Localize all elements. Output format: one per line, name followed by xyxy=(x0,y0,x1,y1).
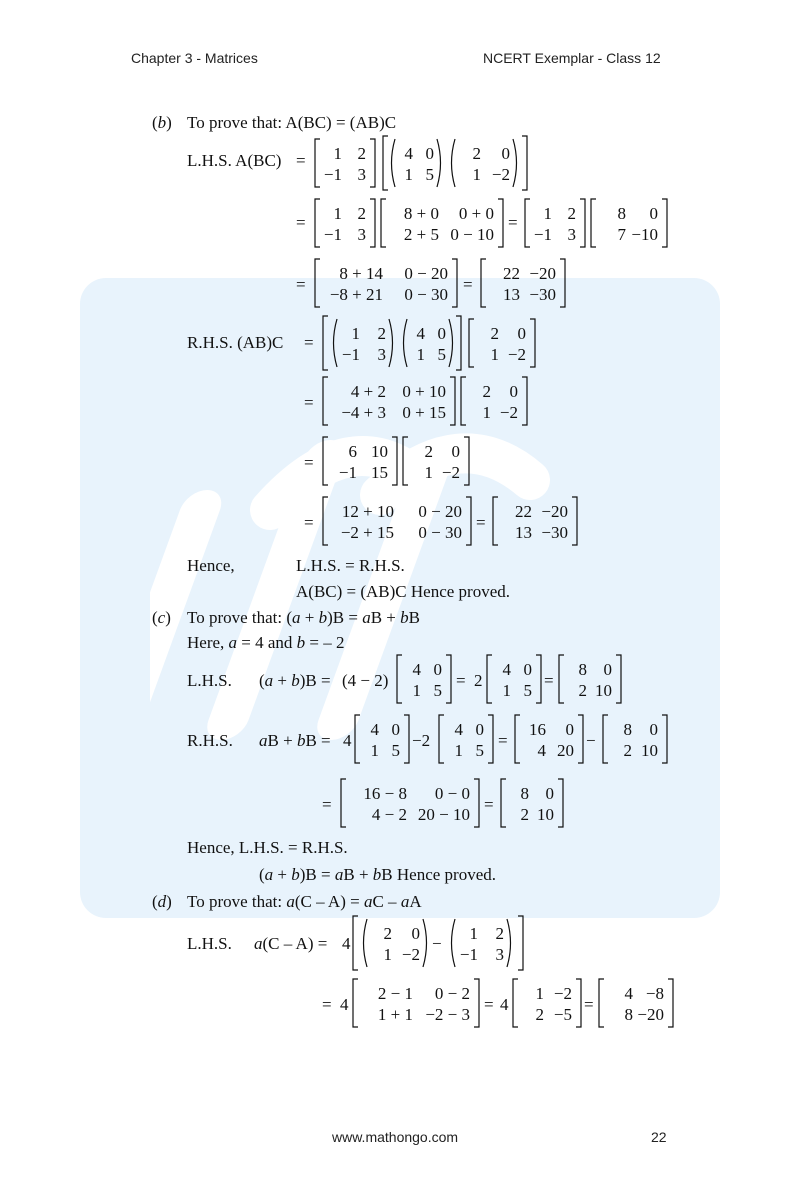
right-bracket xyxy=(474,979,479,1027)
left-bracket xyxy=(353,916,358,970)
right-bracket xyxy=(498,199,503,247)
matrix-cell: 2 xyxy=(377,324,386,343)
matrix-cell: 0 xyxy=(649,204,658,223)
matrix-cell: 2 xyxy=(357,204,366,223)
matrix-cell: 0 − 30 xyxy=(404,285,448,304)
matrix-cell: 20 xyxy=(557,741,574,760)
matrix xyxy=(492,496,578,546)
matrix-cell: 6 xyxy=(348,442,357,461)
matrix xyxy=(500,778,564,828)
c-rhs-expr: aB + bB = xyxy=(259,731,331,750)
matrix-cell: 3 xyxy=(567,225,576,244)
right-bracket xyxy=(488,715,493,763)
page-number: 22 xyxy=(651,1129,667,1145)
matrix-cell: 8 + 0 xyxy=(403,204,439,223)
matrix-cell: 2 − 1 xyxy=(377,984,413,1003)
matrix-cell: 8 xyxy=(623,720,632,739)
right-bracket xyxy=(576,979,581,1027)
matrix-cell: 1 xyxy=(383,945,392,964)
matrix-cell: −1 xyxy=(323,165,342,184)
matrix-cell: 1 + 1 xyxy=(377,1005,413,1024)
matrix-cell: 1 xyxy=(333,204,342,223)
right-bracket xyxy=(572,497,577,545)
matrix-cell: 1 xyxy=(404,165,413,184)
b-rhs-eq: = xyxy=(304,393,314,412)
matrix-cell: 0 xyxy=(517,324,526,343)
matrix-cell: 2 xyxy=(623,741,632,760)
matrix-cell: 0 xyxy=(649,720,658,739)
matrix-cell: 1 xyxy=(482,403,491,422)
matrix-cell: −2 + 15 xyxy=(340,523,394,542)
d-eq: = xyxy=(584,995,594,1014)
d-minus: − xyxy=(432,934,442,953)
matrix-cell: 2 xyxy=(495,924,504,943)
matrix-cell: 2 + 5 xyxy=(403,225,439,244)
matrix-cell: 0 xyxy=(475,720,484,739)
matrix-cell: 1 xyxy=(333,144,342,163)
matrix xyxy=(354,714,410,764)
d-four: 4 xyxy=(340,995,349,1014)
matrix-cell: 0 xyxy=(411,924,420,943)
matrix-cell: 0 xyxy=(545,784,554,803)
right-bracket xyxy=(446,655,451,703)
matrix-cell: 13 xyxy=(515,523,532,542)
c-eq: = xyxy=(544,671,554,690)
matrix-cell: 4 − 2 xyxy=(371,805,407,824)
matrix-cell: −2 xyxy=(441,463,460,482)
right-bracket xyxy=(392,437,397,485)
c-four: 4 xyxy=(343,731,352,750)
matrix xyxy=(448,138,520,188)
matrix-cell: 5 xyxy=(391,741,400,760)
right-bracket xyxy=(616,655,621,703)
d-four: 4 xyxy=(500,995,509,1014)
matrix-cell: −2 − 3 xyxy=(425,1005,470,1024)
matrix-cell: 13 xyxy=(503,285,520,304)
matrix-cell: 4 xyxy=(412,660,421,679)
right-bracket xyxy=(370,199,375,247)
right-bracket xyxy=(522,136,527,190)
matrix xyxy=(460,376,528,426)
b-hence: Hence, xyxy=(187,556,235,575)
matrix-cell: 2 xyxy=(578,681,587,700)
c-eq: = xyxy=(484,795,494,814)
right-paren xyxy=(449,319,453,367)
right-paren xyxy=(513,139,517,187)
matrix xyxy=(514,714,584,764)
matrix-cell: −4 + 3 xyxy=(341,403,386,422)
matrix-cell: 2 xyxy=(567,204,576,223)
matrix-cell: 10 xyxy=(595,681,612,700)
matrix-cell: −1 xyxy=(533,225,552,244)
d-lhs-expr: a(C – A) = xyxy=(254,934,328,953)
matrix-cell: 1 xyxy=(424,463,433,482)
matrix-cell: 0 xyxy=(391,720,400,739)
right-bracket xyxy=(450,377,455,425)
d-eq: = xyxy=(322,995,332,1014)
matrix-cell: 0 xyxy=(451,442,460,461)
matrix-cell: 2 xyxy=(383,924,392,943)
matrix-cell: 0 xyxy=(523,660,532,679)
d-lhs-label: L.H.S. xyxy=(187,934,232,953)
matrix-cell: 4 xyxy=(502,660,511,679)
header-chapter: Chapter 3 - Matrices xyxy=(131,50,258,66)
right-bracket xyxy=(558,779,563,827)
matrix-cell: 8 xyxy=(578,660,587,679)
matrix-cell: 8 + 14 xyxy=(339,264,383,283)
matrix-cell: −2 xyxy=(401,945,420,964)
matrix xyxy=(486,654,542,704)
c-proved: (a + b)B = aB + bB Hence proved. xyxy=(259,865,497,884)
matrix-cell: 1 xyxy=(412,681,421,700)
c-eq: = xyxy=(456,671,466,690)
matrix xyxy=(322,496,472,546)
matrix-cell: 4 + 2 xyxy=(350,382,386,401)
c-lhs-scalar: (4 − 2) xyxy=(342,671,389,690)
right-paren xyxy=(507,919,511,967)
matrix xyxy=(314,258,458,308)
c-rhs-label: R.H.S. xyxy=(187,731,233,750)
matrix-cell: 1 xyxy=(370,741,379,760)
right-bracket xyxy=(578,715,583,763)
matrix-cell: 2 xyxy=(472,144,481,163)
matrix-cell: 2 xyxy=(424,442,433,461)
matrix-cell: 3 xyxy=(377,345,386,364)
matrix-cell: 5 xyxy=(425,165,434,184)
matrix-cell: 0 xyxy=(603,660,612,679)
matrix-cell: 3 xyxy=(357,225,366,244)
matrix-cell: 16 − 8 xyxy=(363,784,407,803)
matrix-cell: 8 xyxy=(617,204,626,223)
matrix-cell: 1 xyxy=(502,681,511,700)
right-bracket xyxy=(522,377,527,425)
right-paren xyxy=(437,139,441,187)
matrix-cell: 1 xyxy=(469,924,478,943)
matrix-cell: 1 xyxy=(454,741,463,760)
matrix xyxy=(402,436,470,486)
matrix-cell: 10 xyxy=(641,741,658,760)
matrix xyxy=(322,436,398,486)
c-minus: −2 xyxy=(412,731,431,750)
matrix-cell: 0 − 30 xyxy=(418,523,462,542)
matrix-cell: 0 + 15 xyxy=(402,403,446,422)
matrix xyxy=(468,318,536,368)
matrix-cell: 7 xyxy=(617,225,626,244)
right-bracket xyxy=(474,779,479,827)
matrix-cell: 0 + 10 xyxy=(402,382,446,401)
matrix-cell: 0 − 10 xyxy=(450,225,494,244)
matrix-cell: 16 xyxy=(529,720,546,739)
c-two: 2 xyxy=(474,671,483,690)
b-lhs-eq: = xyxy=(296,151,306,170)
matrix xyxy=(380,198,504,248)
matrix-cell: −30 xyxy=(529,285,556,304)
matrix-cell: 0 − 20 xyxy=(404,264,448,283)
matrix xyxy=(352,978,480,1028)
matrix-cell: 4 xyxy=(404,144,413,163)
matrix-cell: 5 xyxy=(437,345,446,364)
matrix-cell: 22 xyxy=(503,264,520,283)
matrix xyxy=(314,198,376,248)
matrix-cell: −8 + 21 xyxy=(329,285,383,304)
matrix xyxy=(396,654,452,704)
matrix xyxy=(512,978,582,1028)
matrix-cell: 0 xyxy=(565,720,574,739)
b-lhs-eq: = xyxy=(508,213,518,232)
matrix-cell: −2 xyxy=(553,984,572,1003)
matrix-cell: 0 + 0 xyxy=(458,204,494,223)
b-lhs-eq: = xyxy=(296,275,306,294)
matrix-cell: 10 xyxy=(371,442,388,461)
matrix-cell: 0 xyxy=(425,144,434,163)
matrix xyxy=(400,318,456,368)
matrix xyxy=(480,258,566,308)
matrix-cell: 0 − 20 xyxy=(418,502,462,521)
left-bracket xyxy=(323,316,328,370)
right-bracket xyxy=(452,259,457,307)
right-bracket xyxy=(580,199,585,247)
matrix-cell: 8 xyxy=(520,784,529,803)
matrix-cell: −5 xyxy=(553,1005,572,1024)
matrix-cell: −1 xyxy=(341,345,360,364)
matrix xyxy=(558,654,622,704)
right-bracket xyxy=(530,319,535,367)
matrix-cell: 2 xyxy=(357,144,366,163)
c-eq: = xyxy=(322,795,332,814)
matrix xyxy=(322,376,456,426)
matrix xyxy=(448,918,514,968)
b-lhs-label: L.H.S. A(BC) xyxy=(187,151,282,170)
matrix-cell: −10 xyxy=(631,225,658,244)
matrix-cell: 0 xyxy=(509,382,518,401)
b-lhs-eq: = xyxy=(296,213,306,232)
matrix-cell: 0 − 2 xyxy=(434,984,470,1003)
right-bracket xyxy=(662,715,667,763)
matrix xyxy=(524,198,586,248)
matrix-cell: 15 xyxy=(371,463,388,482)
right-bracket xyxy=(518,916,523,970)
b-rhs-eq: = xyxy=(304,513,314,532)
matrix-cell: 4 xyxy=(416,324,425,343)
matrix-cell: 4 xyxy=(370,720,379,739)
matrix-cell: 2 xyxy=(482,382,491,401)
matrix-cell: 1 xyxy=(351,324,360,343)
matrix xyxy=(388,138,444,188)
matrix-cell: 0 xyxy=(433,660,442,679)
matrix-cell: 1 xyxy=(472,165,481,184)
right-bracket xyxy=(404,715,409,763)
b-lhs-eq: = xyxy=(463,275,473,294)
matrix-cell: 4 xyxy=(454,720,463,739)
matrix-cell: −2 xyxy=(491,165,510,184)
part-b-statement: To prove that: A(BC) = (AB)C xyxy=(187,113,397,132)
matrix-cell: 1 xyxy=(535,984,544,1003)
d-eq: = xyxy=(484,995,494,1014)
right-paren xyxy=(423,919,427,967)
c-here: Here, a = 4 and b = – 2 xyxy=(187,633,345,652)
right-bracket xyxy=(456,316,461,370)
matrix-cell: 3 xyxy=(495,945,504,964)
right-bracket xyxy=(464,437,469,485)
right-bracket xyxy=(466,497,471,545)
matrix-cell: 12 + 10 xyxy=(341,502,394,521)
matrix-cell: 2 xyxy=(520,805,529,824)
matrix-cell: 4 xyxy=(624,984,633,1003)
matrix-cell: −1 xyxy=(323,225,342,244)
matrix-cell: 2 xyxy=(490,324,499,343)
matrix-cell: 0 − 0 xyxy=(434,784,470,803)
right-paren xyxy=(389,319,393,367)
matrix-cell: 1 xyxy=(416,345,425,364)
matrix-cell: 22 xyxy=(515,502,532,521)
right-bracket xyxy=(536,655,541,703)
matrix-cell: −30 xyxy=(541,523,568,542)
b-hence-eq: L.H.S. = R.H.S. xyxy=(296,556,405,575)
matrix-cell: −1 xyxy=(338,463,357,482)
b-rhs-eq: = xyxy=(304,333,314,352)
footer-url[interactable]: www.mathongo.com xyxy=(332,1129,459,1145)
b-rhs-eq: = xyxy=(476,513,486,532)
right-bracket xyxy=(662,199,667,247)
matrix-cell: 2 xyxy=(535,1005,544,1024)
matrix-cell: −2 xyxy=(507,345,526,364)
matrix xyxy=(590,198,668,248)
matrix-cell: 5 xyxy=(475,741,484,760)
b-hence-proved: A(BC) = (AB)C Hence proved. xyxy=(296,582,511,601)
d-four: 4 xyxy=(342,934,351,953)
matrix-cell: −1 xyxy=(459,945,478,964)
matrix xyxy=(438,714,494,764)
matrix-cell: 5 xyxy=(433,681,442,700)
b-rhs-label: R.H.S. (AB)C xyxy=(187,333,284,352)
b-rhs-eq: = xyxy=(304,453,314,472)
matrix-cell: 1 xyxy=(543,204,552,223)
c-minus: − xyxy=(586,731,596,750)
matrix-cell: 3 xyxy=(357,165,366,184)
matrix xyxy=(360,918,430,968)
matrix-cell: −20 xyxy=(637,1005,664,1024)
right-bracket xyxy=(560,259,565,307)
matrix xyxy=(602,714,668,764)
matrix-cell: −8 xyxy=(645,984,664,1003)
matrix xyxy=(314,138,376,188)
right-bracket xyxy=(370,139,375,187)
c-eq: = xyxy=(498,731,508,750)
part-d-statement: To prove that: a(C – A) = aC – aA xyxy=(187,892,422,911)
matrix-cell: 0 xyxy=(437,324,446,343)
c-hence: Hence, L.H.S. = R.H.S. xyxy=(187,838,348,857)
part-d-label: (d) xyxy=(152,892,172,911)
c-lhs-label: L.H.S. xyxy=(187,671,232,690)
c-lhs-expr: (a + b)B = xyxy=(259,671,331,690)
part-c-statement: To prove that: (a + b)B = aB + bB xyxy=(187,608,420,627)
matrix-cell: 5 xyxy=(523,681,532,700)
part-b-label: (b) xyxy=(152,113,172,132)
matrix-cell: 1 xyxy=(490,345,499,364)
matrix-cell: −2 xyxy=(499,403,518,422)
right-bracket xyxy=(668,979,673,1027)
matrix-cell: 8 xyxy=(624,1005,633,1024)
matrix-cell: 0 xyxy=(501,144,510,163)
matrix-cell: −20 xyxy=(541,502,568,521)
matrix xyxy=(598,978,674,1028)
matrix xyxy=(330,318,396,368)
header-book: NCERT Exemplar - Class 12 xyxy=(483,50,661,66)
matrix-cell: 20 − 10 xyxy=(417,805,470,824)
matrix-cell: 10 xyxy=(537,805,554,824)
matrix xyxy=(340,778,480,828)
matrix-cell: 4 xyxy=(537,741,546,760)
part-c-label: (c) xyxy=(152,608,171,627)
matrix-cell: −20 xyxy=(529,264,556,283)
